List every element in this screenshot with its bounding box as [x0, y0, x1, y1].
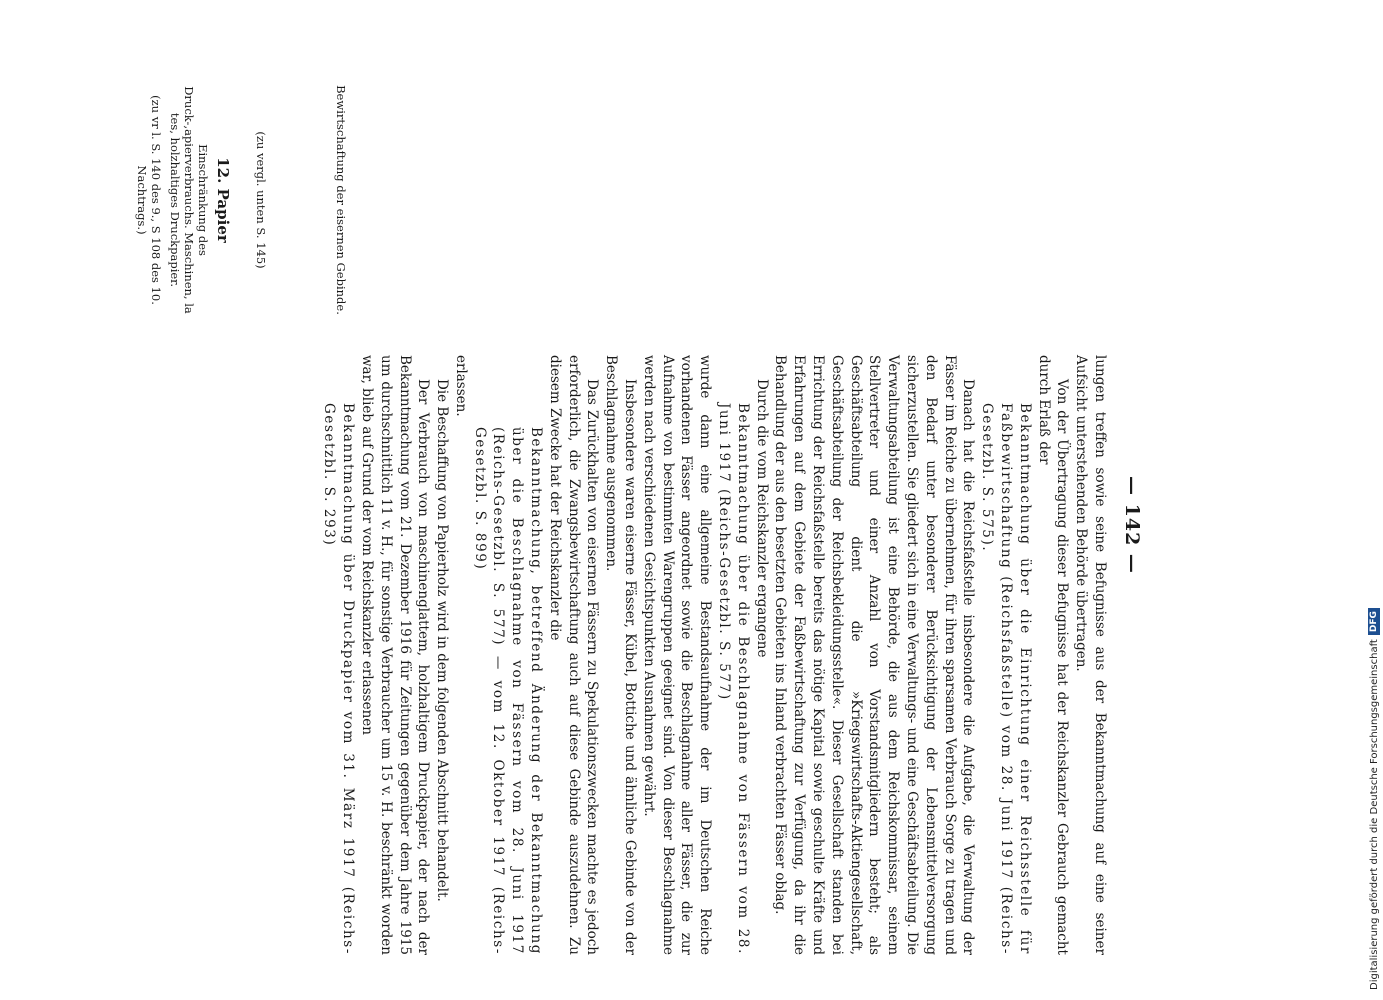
margin-note-section-sub: Einschränkung des Druck-,apierverbrauchs. Maschinen, la tes, holzhaltiges Druckpapier. — [168, 86, 210, 314]
rotated-document-sheet — [135, 85, 1143, 965]
margin-note-section-ref: (zu vr l. S. 140 des 9., S 108 des 10. Nachtrags.) — [135, 95, 163, 305]
paragraph-continuation: lungen treffen sowie seine Befugnisse aus der Bekanntmachung auf eine seiner Aufsicht unterstehenden Behörde übertragen. — [1073, 355, 1108, 955]
citation-reichsfassstelle: Bekanntmachung über die Einrichtung einer Reichsstelle für Faßbewirtschaftung (Reichsfaßstelle) vom 28. Juni 1917 (Reichs-Gesetzbl. S. 575). — [979, 403, 1033, 955]
digitization-credit — [1368, 608, 1380, 990]
credit-text: Digitalisierung gefördert durch die Deutsche Forschungsgemeinschaft — [1368, 639, 1380, 990]
paragraph-transfer: Von der Übertragung dieser Befugnisse hat der Reichskanzler Gebrauch gemacht durch Erlaß der — [1035, 355, 1071, 955]
paragraph-reichsfassstelle-tasks: Danach hat die Reichsfaßstelle insbesondere die Aufgabe, die Verwaltung der Fässer im Reiche zu übernehmen, für ihren sparsamen Verbrauch Sorge zu tragen und den Bedarf unter besonderer Berücksichtigung der Lebensmittelversorgung sicherzustellen. Sie gliedert sich in eine Verwaltungs- und eine Geschäftsabteilung. Die Verwaltungsabteilung ist eine Behörde, die aus dem Reichskommissar, seinem Stellvertreter und einer Anzahl von Vorstandsmitgliedern besteht; als Geschäftsabteilung dient die »Kriegswirtschafts-Aktiengesellschaft, Geschäftsabteilung der Reichsbekleidungsstelle«. Dieser Gesellschaft standen bei Errichtung der Reichsfaßstelle bereits das nötige Kapital sowie geschulte Kräfte und Erfahrungen auf dem Gebiete der Faßbewirtschaftung zur Verfügung, da ihr die Behandlung der aus den besetzten Gebieten ins Inland verbrachten Fässer oblag. — [772, 355, 977, 955]
paragraph-eiserne-faesser: Insbesondere waren eiserne Fässer, Kübel, Bottiche und ähnliche Gebinde von der Beschlagnahme ausgenommen. — [603, 355, 639, 955]
paragraph-erlassen: erlassen. — [452, 355, 469, 417]
section-heading-papier: 12. Papier — [214, 157, 232, 243]
paragraph-druckpapier: Der Verbrauch von maschinenglattem, holzhaltigem Druckpapier, der nach der Bekanntmachung vom 21. Dezember 1916 für Zeitungen gegenüber dem Jahre 1915 um durchschnittlich 11 v. H., für sonstige Verbraucher um 15 v. H. beschränkt worden war, blieb auf Grund der vom Reichskanzler erlassenen — [358, 355, 432, 955]
dfg-logo: DFG — [1368, 608, 1380, 635]
paragraph-zwangsbewirtschaftung: Das Zurückhalten von eisernen Fässern zu Spekulationszwecken machte es jedoch erforderlich, die Zwangsbewirtschaftung auch auf diese Gebinde auszudehnen. Zu diesem Zwecke hat der Reichskanzler die — [546, 355, 601, 955]
main-text-block-1 — [320, 355, 1109, 955]
paragraph-bestandsaufnahme: wurde dann eine allgemeine Bestandsaufnahme der im Deutschen Reiche vorhandenen Fässer angeordnet sowie die Beschlagnahme aller Fässer, die zur Aufnahme von bestimmten Warengruppen geeignet sind. Von dieser Beschlagnahme werden nach verschiedenen Gesichtspunkten Ausnahmen gewährt. — [640, 355, 714, 955]
margin-note-vergl: (zu vergl. unten S. 145) — [254, 131, 268, 269]
citation-druckpapier: Bekanntmachung über Druckpapier vom 31. März 1917 (Reichs-Gesetzbl. S. 293) — [321, 403, 357, 955]
citation-aenderung: Bekanntmachung, betreffend Änderung der Bekanntmachung über die Beschlagnahme von Fässern vom 28. Juni 1917 (Reichs-Gesetzbl. S. 577) — vom 12. Oktober 1917 (Reichs-Gesetzbl. S. 899) — [471, 427, 545, 955]
margin-note-bewirtschaftung: Bewirtschaftung der eisernen Gebinde. — [334, 85, 348, 315]
paragraph-papierholz: Die Beschaffung von Papierholz wird in dem folgenden Abschnitt behandelt. — [434, 379, 451, 902]
paragraph-reichskanzler: Durch die vom Reichskanzler ergangene — [753, 379, 770, 658]
citation-beschlagnahme: Bekanntmachung über die Beschlagnahme von Fässern vom 28. Juni 1917 (Reichs-Gesetzbl. S. 577) — [716, 403, 751, 955]
page-number: — 142 — — [1121, 476, 1143, 574]
